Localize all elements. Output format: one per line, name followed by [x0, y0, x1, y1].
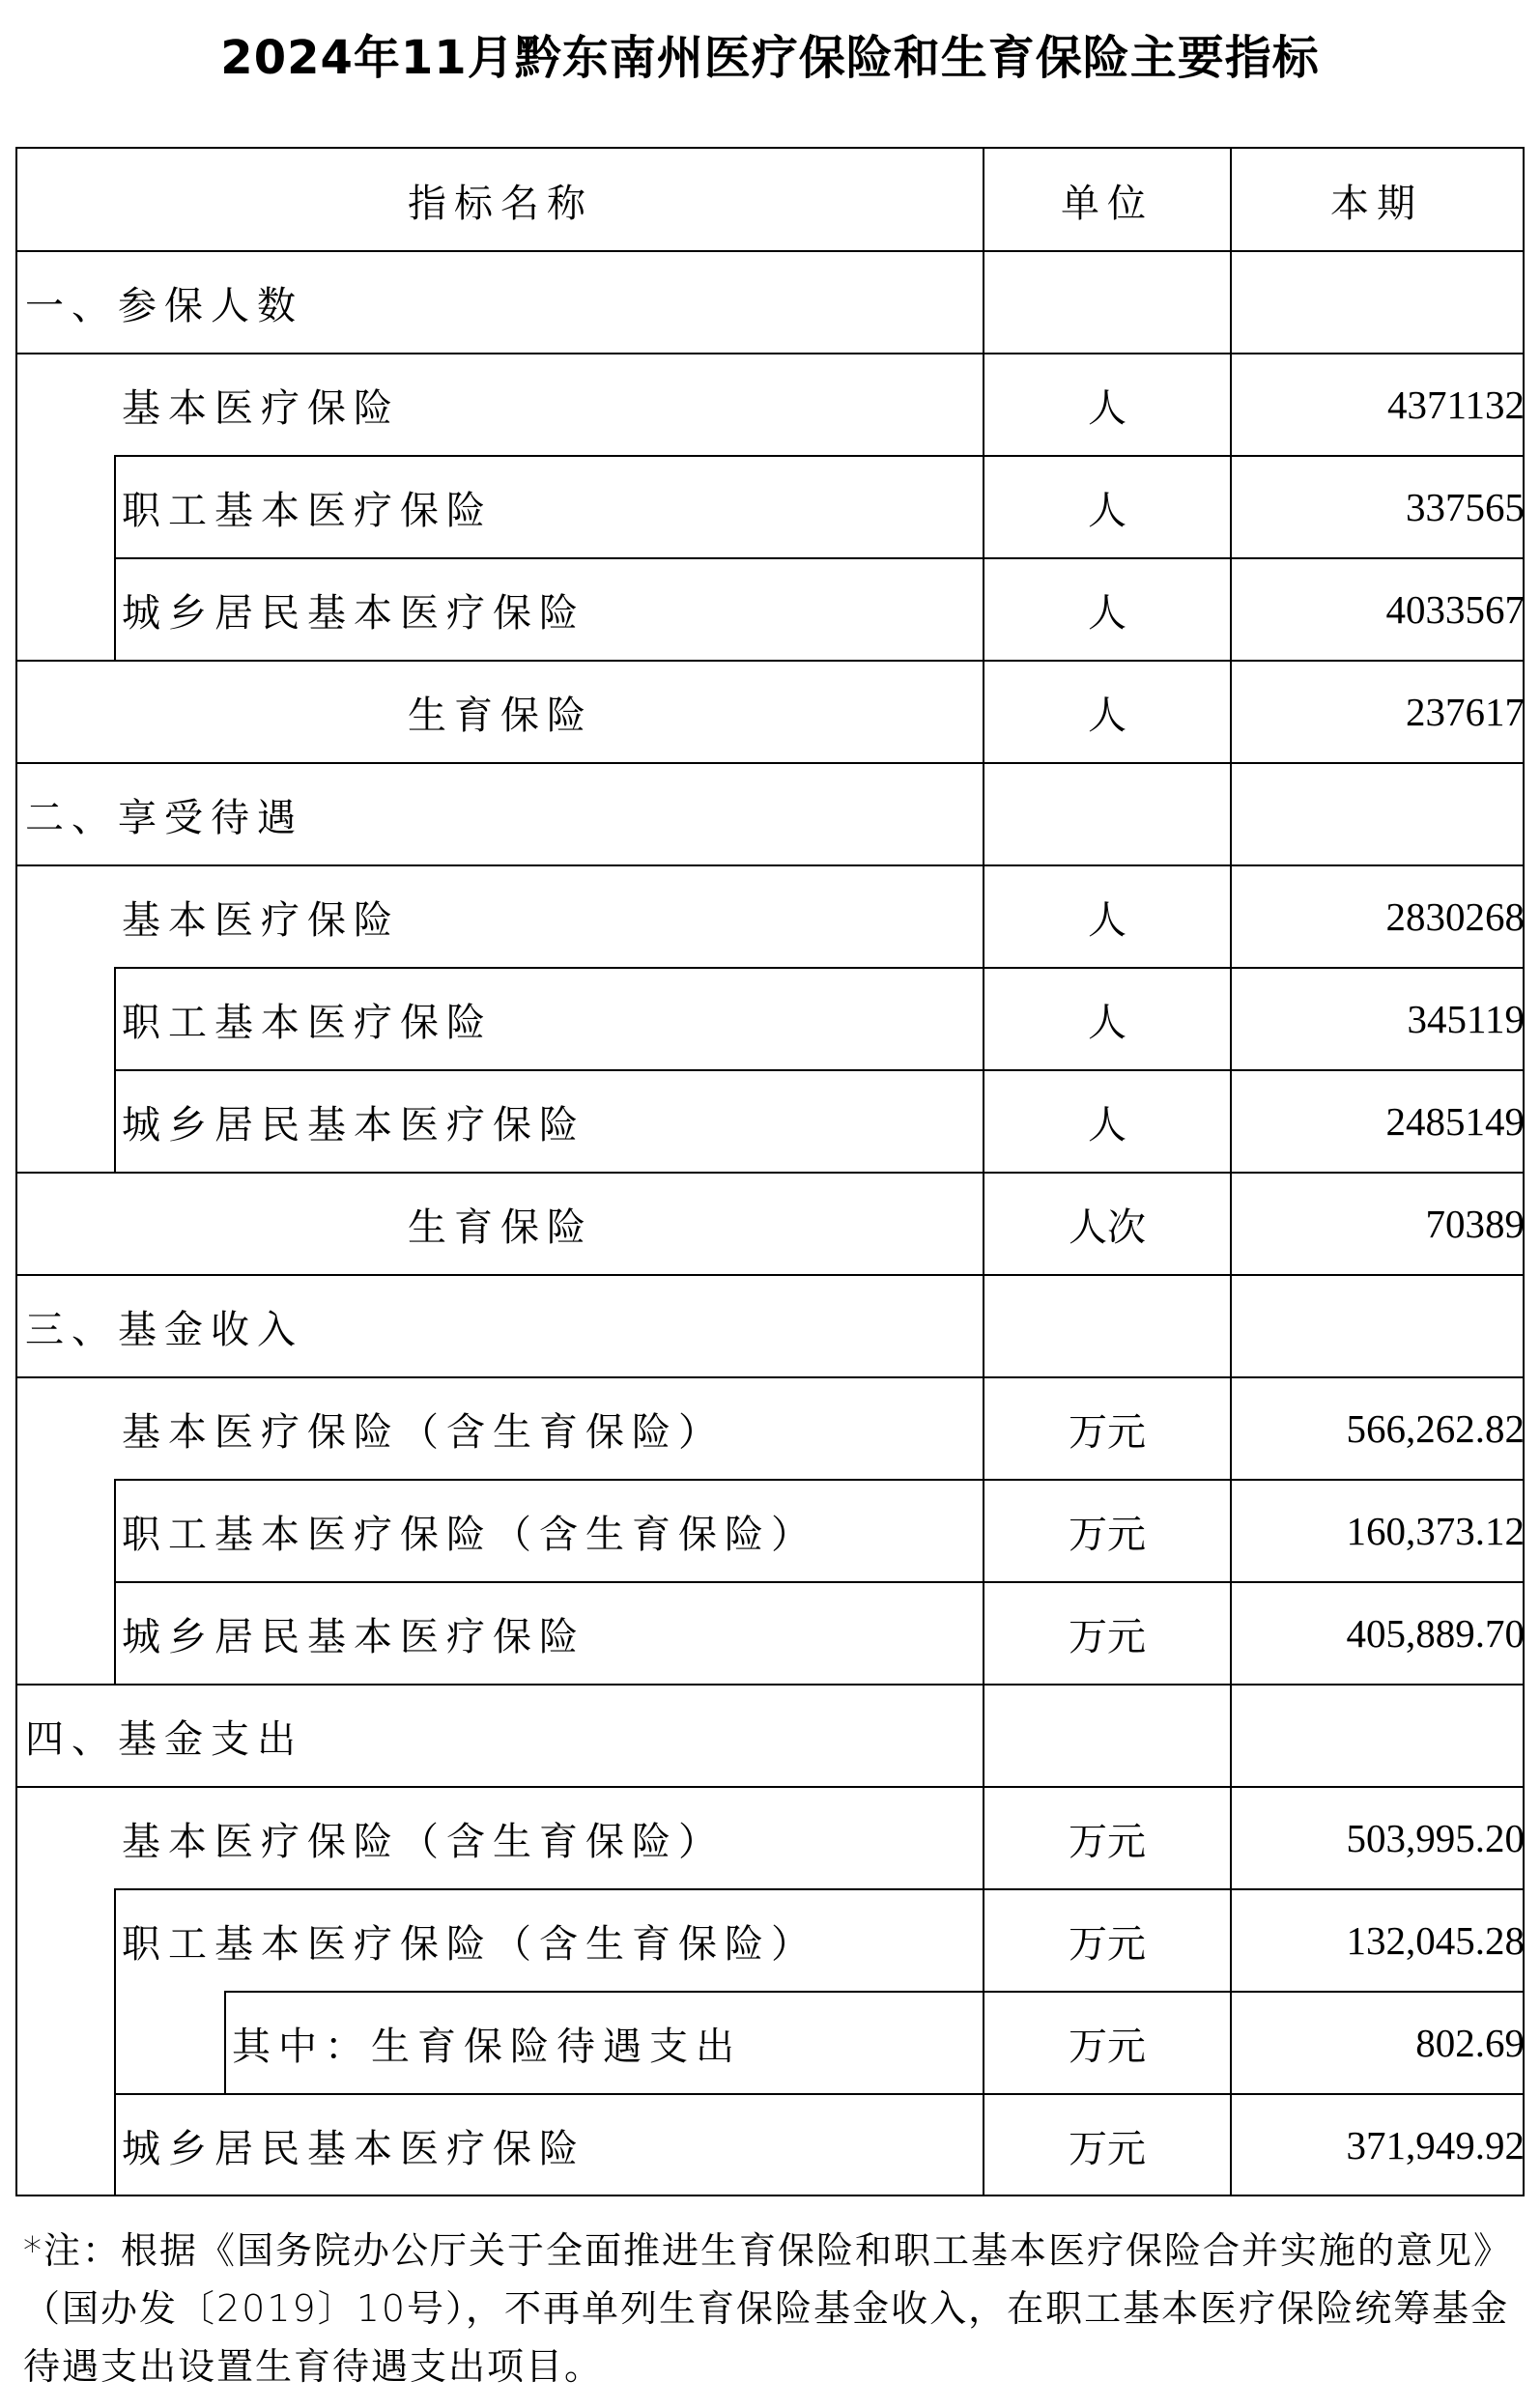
table-row-label: 基本医疗保险（含生育保险） — [122, 1409, 725, 1455]
indicator-table — [15, 147, 1525, 2196]
table-row-unit: 万元 — [1069, 1819, 1146, 1864]
table-row-label: 职工基本医疗保险 — [122, 488, 493, 533]
table-row-value — [1231, 1275, 1525, 1377]
table-row-label: 三、基金收入 — [25, 1307, 303, 1352]
table-row-unit: 万元 — [1069, 1614, 1146, 1659]
table-row-value: 4371132 — [1387, 382, 1525, 427]
footnote: *注：根据《国务院办公厅关于全面推进生育保险和职工基本医疗保险合并实施的意见》（国办发〔2019〕10号），不再单列生育保险基金收入，在职工基本医疗保险统筹基金待遇支出设置生育待遇支出项目。 — [23, 2229, 1513, 2388]
table-row-value: 160,373.12 — [1346, 1509, 1525, 1553]
table-row-unit: 人 — [1088, 1102, 1126, 1147]
table-row-value: 132,045.28 — [1346, 1918, 1525, 1963]
table-row-label: 二、享受待遇 — [25, 795, 303, 840]
row-divider — [17, 864, 1523, 866]
table-row-unit: 人 — [1088, 488, 1126, 533]
row-divider — [17, 762, 1523, 764]
table-row-unit — [984, 251, 1231, 354]
table-row-value: 503,995.20 — [1346, 1816, 1525, 1860]
row-divider — [114, 1069, 1523, 1071]
row-divider — [114, 1581, 1523, 1583]
indent-divider — [114, 1888, 116, 2196]
table-row-value: 337565 — [1406, 485, 1525, 529]
table-row-value — [1231, 251, 1525, 354]
table-row-value: 4033567 — [1385, 587, 1525, 632]
header-unit: 单位 — [1061, 181, 1154, 226]
table-row-label: 职工基本医疗保险（含生育保险） — [122, 1512, 817, 1557]
table-row-value: 405,889.70 — [1346, 1611, 1525, 1656]
table-row-label: 城乡居民基本医疗保险 — [122, 590, 585, 636]
table-row-value: 371,949.92 — [1346, 2123, 1525, 2167]
table-row-unit: 人次 — [1069, 1204, 1146, 1250]
row-divider — [114, 2093, 1523, 2095]
table-row-value — [1231, 1685, 1525, 1787]
table-row-value: 2830268 — [1385, 894, 1525, 939]
table-row-label: 生育保险 — [408, 693, 593, 738]
row-divider — [17, 1274, 1523, 1276]
page-title: 2024年11月黔东南州医疗保险和生育保险主要指标 — [220, 30, 1320, 85]
table-row-label: 职工基本医疗保险（含生育保险） — [122, 1921, 817, 1967]
indent-divider — [114, 1479, 116, 1684]
row-divider — [17, 660, 1523, 662]
indent-divider — [114, 455, 116, 660]
table-row-label: 城乡居民基本医疗保险 — [122, 1102, 585, 1147]
table-row-unit: 万元 — [1069, 1512, 1146, 1557]
header-value: 本期 — [1330, 181, 1423, 226]
indent-divider — [114, 967, 116, 1172]
table-row-label: 职工基本医疗保险 — [122, 1000, 493, 1045]
table-row-unit: 万元 — [1069, 1409, 1146, 1455]
table-row-value: 2485149 — [1385, 1099, 1525, 1144]
indent-divider — [224, 1991, 226, 2094]
table-row-unit: 人 — [1088, 590, 1126, 636]
header-name: 指标名称 — [408, 181, 593, 226]
table-row-label: 城乡居民基本医疗保险 — [122, 2126, 585, 2171]
table-row-label: 基本医疗保险 — [122, 385, 400, 431]
table-row-label: 其中：生育保险待遇支出 — [232, 2024, 742, 2069]
table-row-unit: 万元 — [1069, 1921, 1146, 1967]
row-divider — [17, 1684, 1523, 1686]
table-row-unit: 人 — [1088, 897, 1126, 943]
row-divider — [17, 1376, 1523, 1378]
row-divider — [114, 1479, 1523, 1481]
table-row-unit: 万元 — [1069, 2024, 1146, 2069]
row-divider — [17, 353, 1523, 354]
table-row-value: 345119 — [1407, 997, 1525, 1041]
table-row-value: 566,262.82 — [1346, 1406, 1525, 1451]
table-row-label: 四、基金支出 — [25, 1716, 303, 1762]
table-row-unit — [984, 763, 1231, 865]
row-divider — [224, 1991, 1523, 1993]
table-row-value — [1231, 763, 1525, 865]
row-divider — [17, 1786, 1523, 1788]
table-row-label: 生育保险 — [408, 1204, 593, 1250]
row-divider — [114, 1888, 1523, 1890]
table-row-unit — [984, 1685, 1231, 1787]
row-divider — [114, 967, 1523, 969]
row-divider — [114, 557, 1523, 559]
table-row-unit — [984, 1275, 1231, 1377]
table-row-value: 802.69 — [1415, 2021, 1525, 2065]
table-row-label: 城乡居民基本医疗保险 — [122, 1614, 585, 1659]
table-row-unit: 人 — [1088, 385, 1126, 431]
table-row-unit: 人 — [1088, 1000, 1126, 1045]
table-row-value: 237617 — [1406, 690, 1525, 734]
table-row-unit: 万元 — [1069, 2126, 1146, 2171]
row-divider — [17, 1172, 1523, 1174]
table-row-value: 70389 — [1425, 1202, 1525, 1246]
table-row-label: 一、参保人数 — [25, 283, 303, 328]
table-row-unit: 人 — [1088, 693, 1126, 738]
row-divider — [17, 250, 1523, 252]
table-row-label: 基本医疗保险（含生育保险） — [122, 1819, 725, 1864]
table-row-label: 基本医疗保险 — [122, 897, 400, 943]
row-divider — [114, 455, 1523, 457]
